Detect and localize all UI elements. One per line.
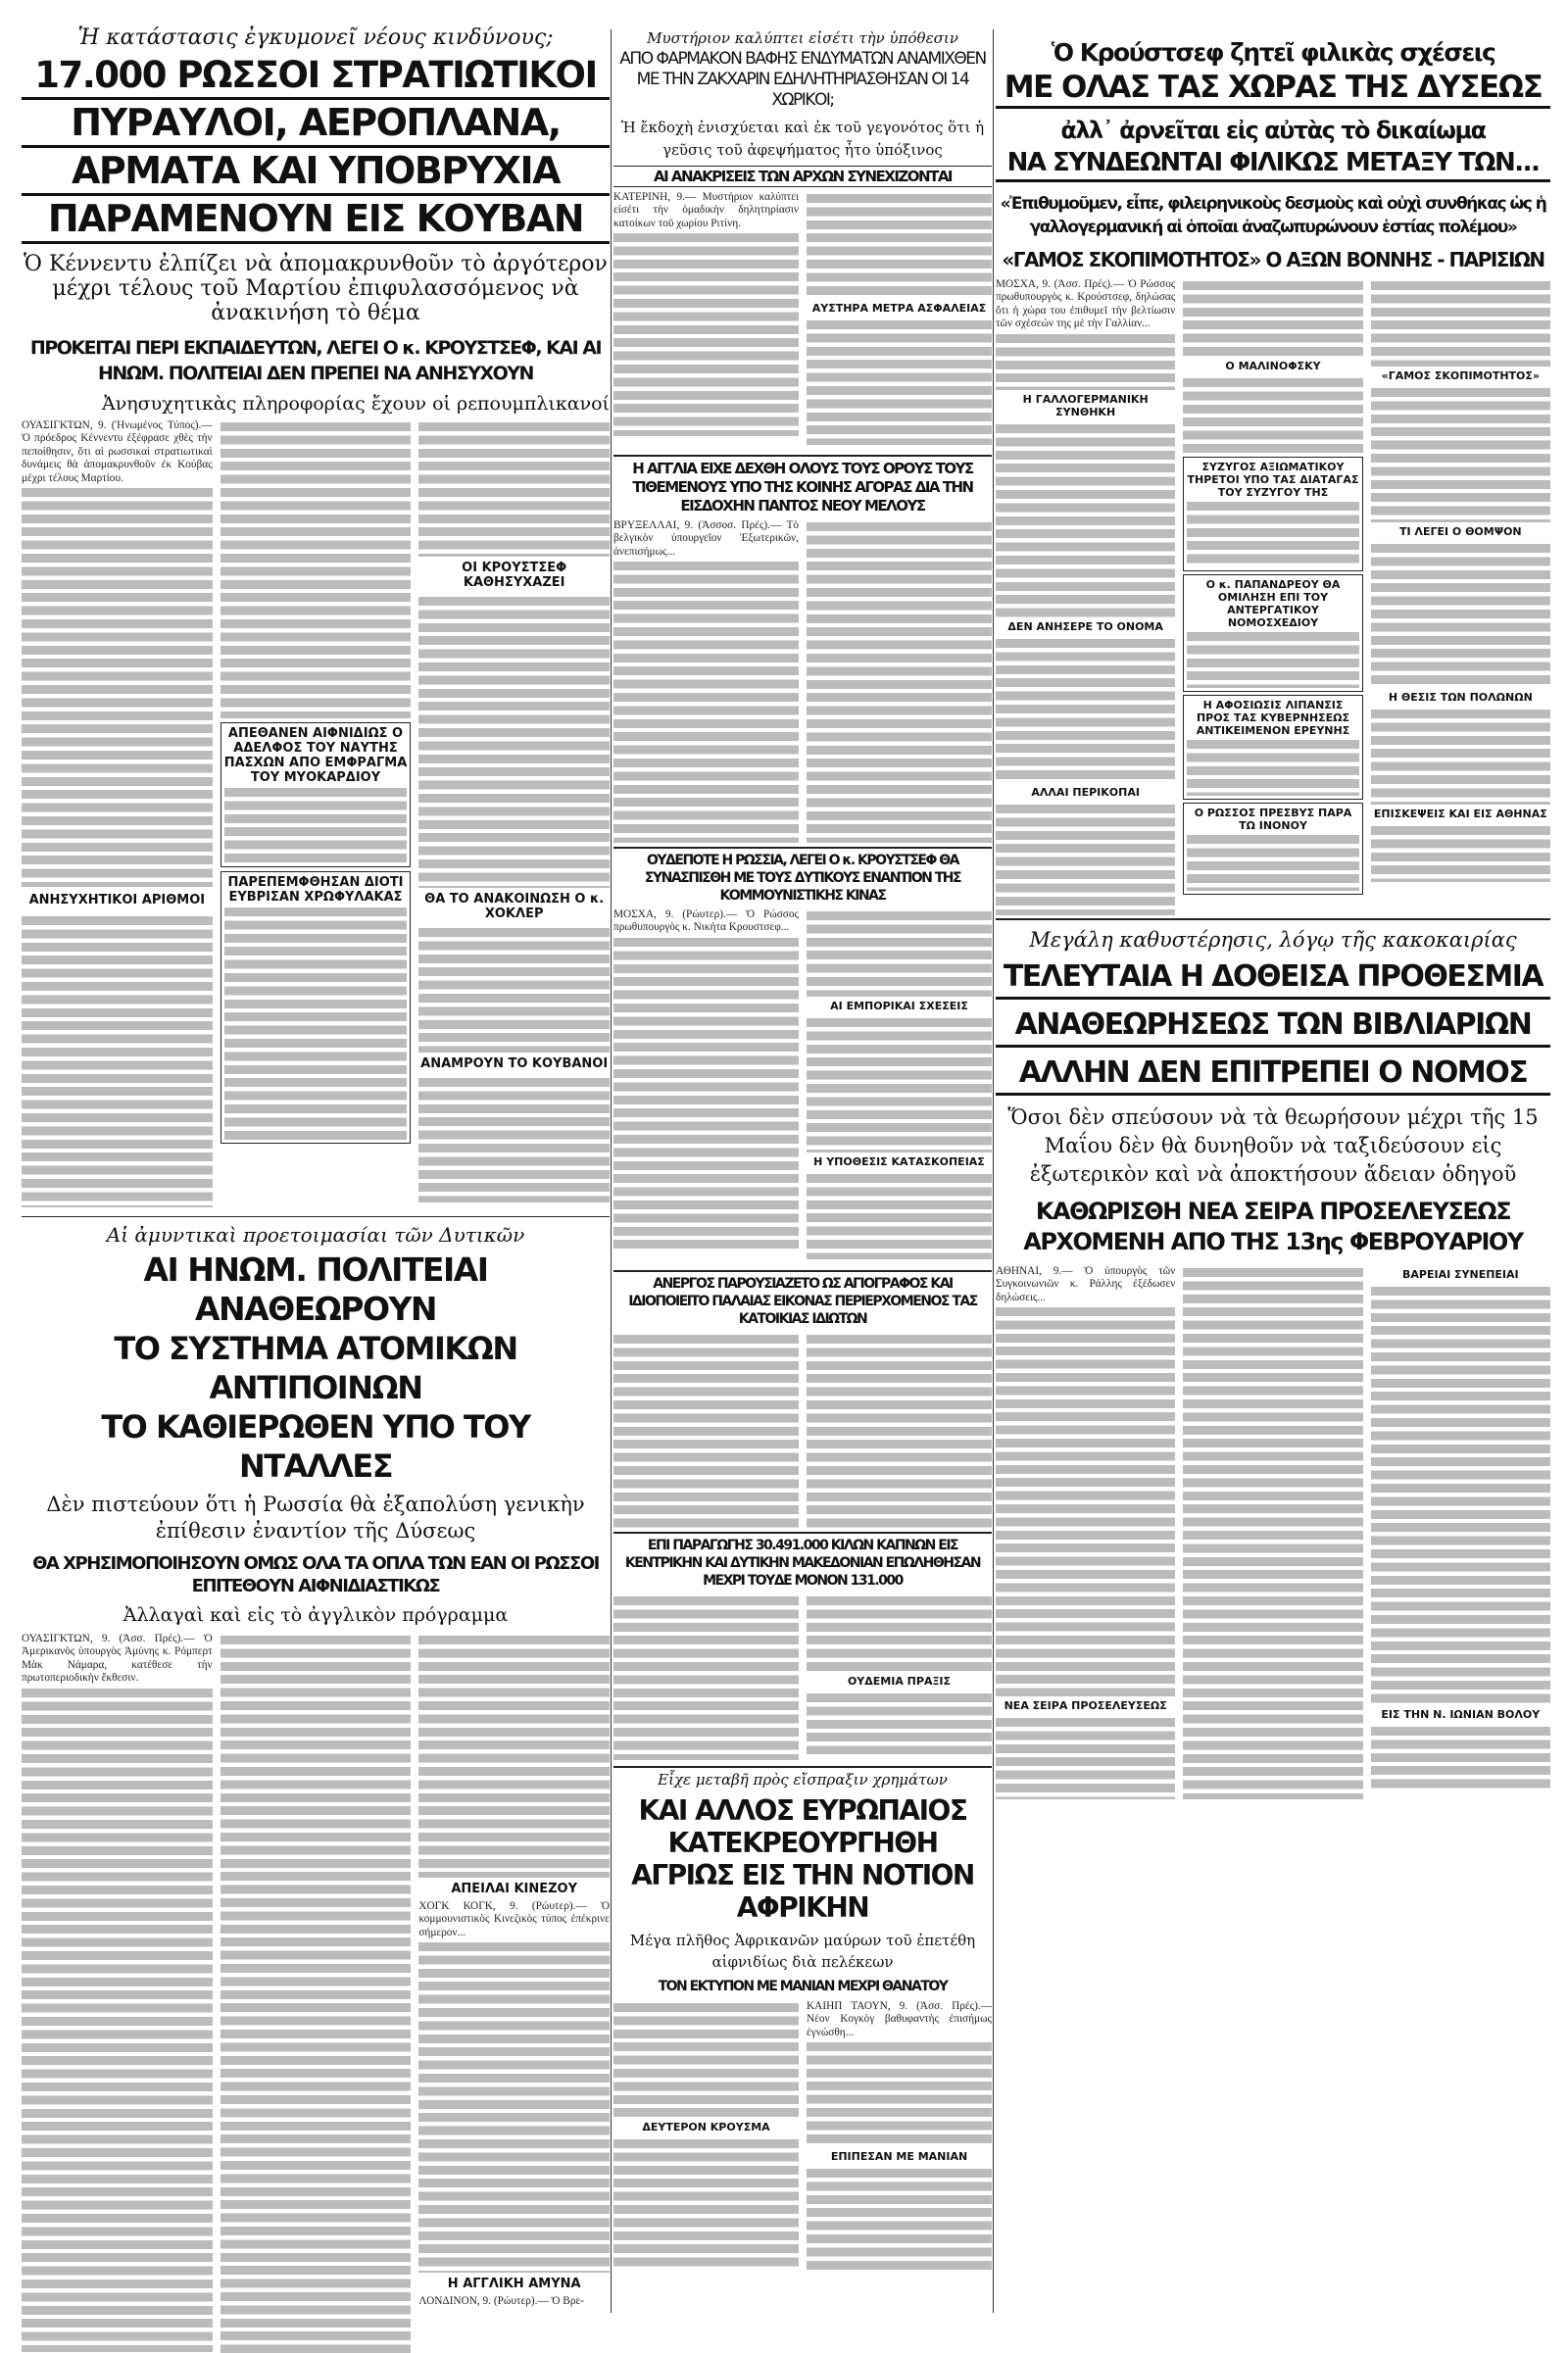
text-block xyxy=(807,1691,992,1754)
headline-6: ΑΝΑΘΕΩΡΗΣΕΩΣ ΤΩΝ ΒΙΒΛΙΑΡΙΩΝ xyxy=(996,1005,1550,1048)
section-heading: ΕΙΣ ΤΗΝ Ν. ΙΩΝΙΑΝ ΒΟΛΟΥ xyxy=(1381,1708,1541,1721)
article-body-3 xyxy=(613,908,992,1266)
text-block xyxy=(807,1332,992,1528)
section-heading: ΝΕΑ ΣΕΙΡΑ ΠΡΟΣΕΛΕΥΣΕΩΣ xyxy=(1004,1699,1167,1713)
article-body-1 xyxy=(996,278,1550,915)
subheadline-1: Ἡ ἔκδοχὴ ἐνισχύεται καὶ ἐκ τοῦ γεγονότος ὅτι ἡ γεῦσις τοῦ ἀφεψήματος ἦτο ὑπόξινος xyxy=(620,119,985,159)
headline-1: 17.000 ΡΩΣΣΟΙ ΣΤΡΑΤΙΩΤΙΚΟΙ xyxy=(22,54,610,100)
boxed-story xyxy=(220,722,412,867)
subheadline-4: Δὲν πιστεύουν ὅτι ἡ Ρωσσία θὰ ἐξαπολύση γενικὴν ἐπίθεσιν ἐναντίον τῆς Δύσεως xyxy=(46,1493,585,1543)
divider xyxy=(996,918,1550,920)
headline-2: ΠΥΡΑΥΛΟΙ, ΑΕΡΟΠΛΑΝΑ, xyxy=(22,100,610,148)
headline-7: ΤΟ ΚΑΘΙΕΡΩΘΕΝ ΥΠΟ ΤΟΥ ΝΤΑΛΛΕΣ xyxy=(101,1408,530,1485)
headline-6: ΚΑΙ ΑΛΛΟΣ ΕΥΡΩΠΑΙΟΣ ΚΑΤΕΚΡΕΟΥΡΓΗΘΗ ΑΓΡΙΩΣ ΕΙΣ ΤΗΝ ΝΟΤΙΟΝ ΑΦΡΙΚΗΝ xyxy=(631,1794,974,1924)
headline-4: ΝΑ ΣΥΝΔΕΩΝΤΑΙ ΦΙΛΙΚΩΣ ΜΕΤΑΞΥ ΤΩΝ... xyxy=(996,146,1550,182)
section-heading: ΔΕΥΤΕΡΟΝ ΚΡΟΥΣΜΑ xyxy=(642,2121,770,2133)
headline-7: ΑΛΛΗΝ ΔΕΝ ΕΠΙΤΡΕΠΕΙ Ο ΝΟΜΟΣ xyxy=(996,1054,1550,1096)
text-block xyxy=(807,519,992,843)
dateline: ΟΥΑΣΙΓΚΤΩΝ, 9. (Ἀσσ. Πρές).— Ὁ Ἀμερικανὸς ὑπουργὸς Ἀμύνης κ. Ρόμπερτ Μὰκ Νάμαρα, κατέθεσε τὴν πρωτοπεριοδικὴν ἔκθεσιν. xyxy=(22,1633,213,1685)
divider xyxy=(22,1216,610,1217)
text-block xyxy=(418,1939,610,2273)
text-block xyxy=(224,785,408,863)
section-heading: ΑΛΛΑΙ ΠΕΡΙΚΟΠΑΙ xyxy=(1031,785,1140,799)
column-rule xyxy=(611,29,612,2313)
headline-3: ΑΡΜΑΤΑ ΚΑΙ ΥΠΟΒΡΥΧΙΑ xyxy=(22,148,610,196)
text-block xyxy=(807,1593,992,1672)
kicker-2: Αἱ ἀμυντικαὶ προετοιμασίαι τῶν Δυτικῶν xyxy=(106,1223,525,1247)
section-heading: ΑΙ ΕΜΠΟΡΙΚΑΙ ΣΧΕΣΕΙΣ xyxy=(830,1000,968,1012)
text-block xyxy=(22,485,213,887)
dateline: ΜΟΣΧΑ, 9. (Ἀσσ. Πρές).— Ὁ Ρώσσος πρωθυπουργὸς κ. Κρούστσεφ, δηλώσας ὅτι ἡ χώρα του ἐπιθυμεῖ τὴν βελτίωσιν τῶν σχέσεών της μὲ τὴν Γαλλίαν... xyxy=(996,278,1176,330)
text-block xyxy=(22,1686,213,2352)
boxed-story xyxy=(1183,695,1362,800)
article-body-4 xyxy=(613,1332,992,1528)
text-block xyxy=(1371,823,1550,882)
section-heading: Η ΥΠΟΘΕΣΙΣ ΚΑΤΑΣΚΟΠΕΙΑΣ xyxy=(813,1155,985,1168)
dateline: ΑΘΗΝΑΙ, 9.— Ὁ ὑπουργὸς τῶν Συγκοινωνιῶν κ. Ράλλης ἐξέδωσεν δηλώσεις... xyxy=(996,1265,1176,1303)
box-title: ΑΠΕΘΑΝΕΝ ΑΙΦΝΙΔΙΩΣ Ο ΑΔΕΛΦΟΣ ΤΟΥ ΝΑΥΤΗΣ ΠΑΣΧΩΝ ΑΠΟ ΕΜΦΡΑΓΜΑ ΤΟΥ ΜΥΟΚΑΡΔΙΟΥ xyxy=(223,726,408,785)
subheadline-6: Ἀλλαγαὶ καὶ εἰς τὸ ἀγγλικὸν πρόγραμμα xyxy=(122,1604,509,1626)
text-block xyxy=(1187,499,1358,567)
section-heading: ΑΝΑΜΡΟΥΝ ΤΟ ΚΟΥΒΑΝΟΙ xyxy=(420,1056,609,1071)
kicker-2: Εἶχε μεταβῆ πρὸς εἴσπραξιν χρημάτων xyxy=(613,1766,992,1789)
text-block xyxy=(1371,278,1550,367)
text-block xyxy=(418,594,610,888)
headline-2: ΜΕ ΟΛΑΣ ΤΑΣ ΧΩΡΑΣ ΤΗΣ ΔΥΣΕΩΣ xyxy=(996,69,1550,109)
text-block xyxy=(418,1633,610,1878)
text-block xyxy=(996,802,1175,915)
text-block xyxy=(996,1304,1175,1696)
text-block xyxy=(996,421,1175,617)
text-block xyxy=(1187,832,1358,891)
text-block xyxy=(613,2136,799,2269)
subheadline-5: ΘΑ ΧΡΗΣΙΜΟΠΟΙΗΣΟΥΝ ΟΜΩΣ ΟΛΑ ΤΑ ΟΠΛΑ ΤΩΝ ΕΑΝ ΟΙ ΡΩΣΣΟΙ ΕΠΙΤΕΘΟΥΝ ΑΙΦΝΙΔΙΑΣΤΙΚΩΣ xyxy=(32,1553,599,1596)
headline-4: ΑΝΕΡΓΟΣ ΠΑΡΟΥΣΙΑΖΕΤΟ ΩΣ ΑΓΙΟΓΡΑΦΟΣ ΚΑΙ ΙΔΙΟΠΟΙΕΙΤΟ ΠΑΛΑΙΑΣ ΕΙΚΟΝΑΣ ΠΕΡΙΕΡΧΟΜΕΝΟΣ ΤΑΣ ΚΑΤΟΙΚΙΑΣ ΙΔΙΩΤΩΝ xyxy=(613,1270,992,1328)
headline-3: ἀλλ᾽ ἀρνεῖται εἰς αὐτὰς τὸ δικαίωμα xyxy=(1060,117,1486,144)
dateline: ΒΡΥΞΕΛΛΑΙ, 9. (Ἀσσοσ. Πρές).— Τὸ βελγικὸν ὑπουργεῖον Ἐξωτερικῶν, ἀνεπισήμως... xyxy=(613,519,799,558)
subheadline-2: «ΓΑΜΟΣ ΣΚΟΠΙΜΟΤΗΤΟΣ» Ο ΑΞΩΝ ΒΟΝΝΗΣ - ΠΑΡΙΣΙΩΝ xyxy=(1002,248,1544,271)
text-block xyxy=(418,419,610,557)
text-block xyxy=(224,905,408,1140)
section-heading: Η ΘΕΣΙΣ ΤΩΝ ΠΟΛΩΝΩΝ xyxy=(1388,691,1533,704)
text-block xyxy=(996,636,1175,783)
section-heading: ΕΠΙΣΚΕΨΕΙΣ ΚΑΙ ΕΙΣ ΑΘΗΝΑΣ xyxy=(1373,808,1547,820)
headline-5: ΑΙ ΗΝΩΜ. ΠΟΛΙΤΕΙΑΙ ΑΝΑΘΕΩΡΟΥΝ xyxy=(143,1250,488,1328)
subheadline-2: ΠΡΟΚΕΙΤΑΙ ΠΕΡΙ ΕΚΠΑΙΔΕΥΤΩΝ, ΛΕΓΕΙ Ο κ. ΚΡΟΥΣΤΣΕΦ, ΚΑΙ ΑΙ ΗΝΩΜ. ΠΟΛΙΤΕΙΑΙ ΔΕΝ ΠΡΕΠΕΙ ΝΑ ΑΝΗΣΥΧΟΥΝ xyxy=(29,337,602,384)
section-heading: ΒΑΡΕΙΑΙ ΣΥΝΕΠΕΙΑΙ xyxy=(1402,1268,1519,1281)
text-block xyxy=(1371,1284,1550,1705)
text-block xyxy=(613,1593,799,1760)
text-block xyxy=(613,559,799,843)
section-heading: ΔΕΝ ΑΝΗΣΕΡΕ ΤΟ ΟΝΟΜΑ xyxy=(1007,619,1163,633)
subheadline-1: «Ἐπιθυμοῦμεν, εἶπε, φιλειρηνικοὺς δεσμοὺς καὶ οὐχὶ συνθήκας ὡς ἡ γαλλογερμανική αἱ ὁποῖαι ἀναζωπυρώνουν ἑστίας πολέμου» xyxy=(1000,194,1546,237)
section-heading: ΟΙ ΚΡΟΥΣΤΣΕΦ ΚΑΘΗΣΥΧΑΖΕΙ xyxy=(462,561,567,590)
article-body-2 xyxy=(22,1633,610,2353)
box-title: Η ΑΦΟΣΙΩΣΙΣ ΛΙΠΑΝΣΙΣ ΠΡΟΣ ΤΑΣ ΚΥΒΕΡΝΗΣΕΩΣ ΑΝΤΙΚΕΙΜΕΝΟΝ ΕΡΕΥΝΗΣ xyxy=(1196,699,1350,737)
column-left xyxy=(22,0,610,2353)
section-heading: ΕΠΙΠΕΣΑΝ ΜΕ ΜΑΝΙΑΝ xyxy=(830,2150,968,2164)
article-body-1 xyxy=(22,419,610,1213)
text-block xyxy=(613,935,799,1249)
text-block xyxy=(1183,278,1362,357)
text-block xyxy=(613,2000,799,2118)
dateline: ΚΑΙΗΠ ΤΑΟΥΝ, 9. (Ἀσσ. Πρές).— Νέον Κογκὸγ βαθυφαντὴς ἐπισήμως ἐγνώσθη... xyxy=(807,2000,992,2038)
dateline: ΜΟΣΧΑ, 9. (Ρώυτερ).— Ὁ Ρώσσος πρωθυπουργὸς κ. Νικήτα Κρουστσεφ... xyxy=(613,908,799,934)
text-block xyxy=(1183,1265,1362,1799)
subheadline-2: ΑΙ ΑΝΑΚΡΙΣΕΙΣ ΤΩΝ ΑΡΧΩΝ ΣΥΝΕΧΙΖΟΝΤΑΙ xyxy=(613,166,992,187)
headline-5: ΕΠΙ ΠΑΡΑΓΩΓΗΣ 30.491.000 ΚΙΛΩΝ ΚΑΠΝΩΝ ΕΙΣ ΚΕΝΤΡΙΚΗΝ ΚΑΙ ΔΥΤΙΚΗΝ ΜΑΚΕΔΟΝΙΑΝ ΕΠΩΛΗΘΗΣΑΝ ΜΕΧΡΙ ΤΟΥΔΕ ΜΟΝΟΝ 131.000 xyxy=(613,1532,992,1590)
text-block xyxy=(418,925,610,1053)
text-block xyxy=(418,1075,610,1202)
column-right xyxy=(996,0,1550,1799)
dateline: ΟΥΑΣΙΓΚΤΩΝ, 9. (Ἡνωμένος Τύπος).— Ὁ πρόεδρος Κέννεντυ ἐξέφρασε χθὲς τὴν πεποίθησιν, ὅτι αἱ ρωσσικαὶ στρατιωτικαὶ δυνάμεις θὰ ἀπομακρυνθοῦν ἐκ Κούβας μέχρι τέλους Μαρτίου. xyxy=(22,419,213,484)
text-block xyxy=(1371,1724,1550,1792)
headline-1: ΑΠΟ ΦΑΡΜΑΚΟΝ ΒΑΦΗΣ ΕΝΔΥΜΑΤΩΝ ΑΝΑΜΙΧΘΕΝ ΜΕ ΤΗΝ ΖΑΚΧΑΡΙΝ ΕΔΗΛΗΤΗΡΙΑΣΘΗΣΑΝ ΟΙ 14 ΧΩΡΙΚΟΙ; xyxy=(619,49,986,110)
text-block xyxy=(1187,629,1358,688)
kicker-2: Μεγάλη καθυστέρησις, λόγῳ τῆς κακοκαιρίας xyxy=(1029,928,1517,952)
article-body-1 xyxy=(613,191,992,451)
kicker-top: Ἡ κατάστασις ἐγκυμονεῖ νέους κινδύνους; xyxy=(77,25,554,50)
boxed-story xyxy=(1183,457,1362,571)
text-block xyxy=(807,1171,992,1259)
headline-3: ΟΥΔΕΠΟΤΕ Η ΡΩΣΣΙΑ, ΛΕΓΕΙ Ο κ. ΚΡΟΥΣΤΣΕΦ ΘΑ ΣΥΝΑΣΠΙΣΘΗ ΜΕ ΤΟΥΣ ΔΥΤΙΚΟΥΣ ΕΝΑΝΤΙΟΝ ΤΗΣ ΚΟΜΜΟΥΝΙΣΤΙΚΗΣ ΚΙΝΑΣ xyxy=(613,847,992,905)
text-block xyxy=(807,318,992,445)
article-body-5 xyxy=(613,1593,992,1760)
article-body-6 xyxy=(613,2000,992,2275)
headline-1: Ὁ Κρούστσεφ ζητεῖ φιλικὰς σχέσεις xyxy=(1051,38,1495,67)
headline-5: ΤΕΛΕΥΤΑΙΑ Η ΔΟΘΕΙΣΑ ΠΡΟΘΕΣΜΙΑ xyxy=(996,957,1550,1000)
boxed-story xyxy=(220,871,412,1144)
headline-6: ΤΟ ΣΥΣΤΗΜΑ ΑΤΟΜΙΚΩΝ ΑΝΤΙΠΟΙΝΩΝ xyxy=(114,1330,517,1406)
box-title: ΠΑΡΕΠΕΜΦΘΗΣΑΝ ΔΙΟΤΙ ΕΥΒΡΙΣΑΝ ΧΡΩΦΥΛΑΚΑΣ xyxy=(227,875,404,905)
headline-8: ΚΑΘΩΡΙΣΘΗ ΝΕΑ ΣΕΙΡΑ ΠΡΟΣΕΛΕΥΣΕΩΣ ΑΡΧΟΜΕΝΗ ΑΠΟ ΤΗΣ 13ης ΦΕΒΡΟΥΑΡΙΟΥ xyxy=(1023,1198,1523,1255)
headline-2: Η ΑΓΓΛΙΑ ΕΙΧΕ ΔΕΧΘΗ ΟΛΟΥΣ ΤΟΥΣ ΟΡΟΥΣ ΤΟΥΣ ΤΙΘΕΜΕΝΟΥΣ ΥΠΟ ΤΗΣ ΚΟΙΝΗΣ ΑΓΟΡΑΣ ΔΙΑ ΤΗΝ ΕΙΣΔΟΧΗΝ ΠΑΝΤΟΣ ΝΕΟΥ ΜΕΛΟΥΣ xyxy=(613,455,992,515)
text-block xyxy=(996,331,1175,390)
headline-4: ΠΑΡΑΜΕΝΟΥΝ ΕΙΣ ΚΟΥΒΑΝ xyxy=(22,196,610,244)
text-block xyxy=(613,1332,799,1528)
text-block xyxy=(807,2039,992,2147)
subheadline-3: Μέγα πλῆθος Ἀφρικανῶν μαύρων τοῦ ἐπετέθη αἰφνιδίως διὰ πελέκεων xyxy=(629,1932,976,1971)
column-middle xyxy=(613,0,992,2275)
subheadline-4: ΤΟΝ ΕΚΤΥΠΟΝ ΜΕ ΜΑΝΙΑΝ ΜΕΧΡΙ ΘΑΝΑΤΟΥ xyxy=(658,1979,948,1994)
text-block xyxy=(807,1015,992,1152)
subheadline-3: Ἀνησυχητικὰς πληροφορίας ἔχουν οἱ ρεπουμπλικανοί xyxy=(102,393,610,415)
section-heading: Ο ΜΑΛΙΝΟΦΣΚΥ xyxy=(1225,360,1321,372)
text-block xyxy=(1371,541,1550,688)
text-block xyxy=(220,419,412,718)
text-block xyxy=(807,2166,992,2274)
column-rule xyxy=(993,29,994,2313)
section-heading: ΑΠΕΙΛΑΙ ΚΙΝΕΖΟΥ xyxy=(451,1882,578,1896)
subheadline-1: Ὁ Κέννεντυ ἐλπίζει νὰ ἀπομακρυνθοῦν τὸ ἀργότερον μέχρι τέλους τοῦ Μαρτίου ἐπιφυλασσόμενος νὰ ἀνακινήση τὸ θέμα xyxy=(24,252,608,325)
article-body-2 xyxy=(613,519,992,843)
dateline: ΚΑΤΕΡΙΝΗ, 9.— Μυστήριον καλύπτει εἰσέτι τὴν ὁμαδικὴν δηλητηρίασιν κατοίκων τοῦ χωρίου Ριτίνη. xyxy=(613,191,799,229)
kicker-top: Μυστήριον καλύπτει εἰσέτι τὴν ὑπόθεσιν xyxy=(647,29,958,47)
text-block xyxy=(220,1633,412,2353)
text-block xyxy=(1371,707,1550,805)
text-block xyxy=(1371,385,1550,522)
text-block xyxy=(1183,375,1362,454)
section-heading: Η ΑΓΓΛΙΚΗ ΑΜΥΝΑ xyxy=(447,2277,581,2292)
box-title: Ο κ. ΠΑΠΑΝΔΡΕΟΥ ΘΑ ΟΜΙΛΗΣΗ ΕΠΙ ΤΟΥ ΑΝΤΕΡΓΑΤΙΚΟΥ ΝΟΜΟΣΧΕΔΙΟΥ xyxy=(1205,578,1341,629)
text-block xyxy=(1187,737,1358,796)
section-heading: «ΓΑΜΟΣ ΣΚΟΠΙΜΟΤΗΤΟΣ» xyxy=(1381,369,1541,382)
section-heading: ΑΥΣΤΗΡΑ ΜΕΤΡΑ ΑΣΦΑΛΕΙΑΣ xyxy=(811,302,987,315)
subheadline-3: Ὅσοι δὲν σπεύσουν νὰ τὰ θεωρήσουν μέχρι τῆς 15 Μαΐου δὲν θὰ δυνηθοῦν νὰ ταξιδεύσουν εἰς ἐξωτερικὸν καὶ νὰ ἀποκτήσουν ἄδειαν ὁδηγοῦ xyxy=(1007,1105,1539,1186)
dateline: ΧΟΓΚ ΚΟΓΚ, 9. (Ρώυτερ).— Ὁ κομμουνιστικὸς Κινεζικὸς τύπος ἐπέκρινε σήμερον... xyxy=(418,1900,611,1938)
text-block xyxy=(22,913,213,1207)
boxed-story xyxy=(1183,803,1362,895)
section-heading: ΑΝΗΣΥΧΗΤΙΚΟΙ ΑΡΙΘΜΟΙ xyxy=(28,893,206,908)
text-block xyxy=(807,908,992,997)
box-title: Ο ΡΩΣΣΟΣ ΠΡΕΣΒΥΣ ΠΑΡΑ ΤΩ ΙΝΟΝΟΥ xyxy=(1194,807,1352,832)
section-heading: ΟΥΔΕΜΙΑ ΠΡΑΞΙΣ xyxy=(847,1675,952,1688)
boxed-story xyxy=(1183,574,1362,692)
text-block xyxy=(613,230,799,436)
section-heading: ΘΑ ΤΟ ΑΝΑΚΟΙΝΩΣΗ Ο κ. ΧΟΚΛΕΡ xyxy=(424,892,605,921)
section-heading: ΤΙ ΛΕΓΕΙ Ο ΘΟΜΨΟΝ xyxy=(1399,525,1522,538)
text-block xyxy=(807,191,992,299)
box-title: ΣΥΖΥΓΟΣ ΑΞΙΩΜΑΤΙΚΟΥ ΤΗΡΕΤΟΙ ΥΠΟ ΤΑΣ ΔΙΑΤΑΓΑΣ ΤΟΥ ΣΥΖΥΓΟΥ ΤΗΣ xyxy=(1187,461,1359,499)
article-body-2 xyxy=(996,1265,1550,1799)
dateline: ΛΟΝΔΙΝΟΝ, 9. (Ρώυτερ).— Ὁ Βρε- xyxy=(418,2295,584,2308)
section-heading: Η ΓΑΛΛΟΓΕΡΜΑΝΙΚΗ ΣΥΝΘΗΚΗ xyxy=(1022,392,1149,418)
text-block xyxy=(996,1715,1175,1799)
